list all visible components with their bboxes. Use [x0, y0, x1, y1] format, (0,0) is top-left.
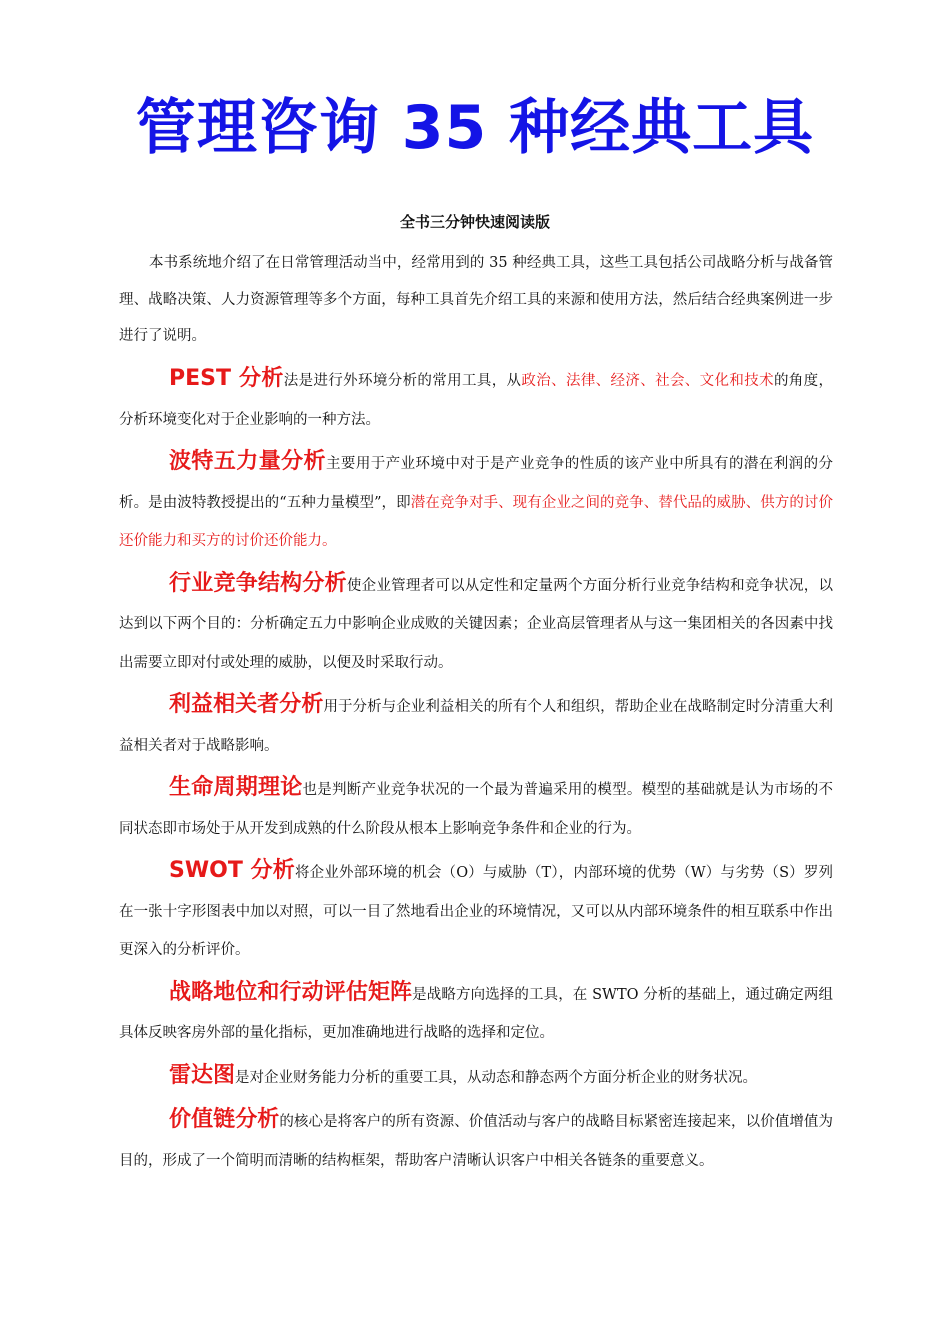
document-title: 管理咨询 35 种经典工具 [135, 93, 815, 163]
section-text: 也是判断产业竞争状况的一个最为普遍采用的模型。模型的基础就是认为市场的不同状态即市场处于从开发到成熟的什么阶段从根本上影响竞争条件和企业的行为。 [119, 782, 833, 837]
section-text: 将企业外部环境的机会（O）与威胁（T），内部环境的优势（W）与劣势（S）罗列在一张十字形图表中加以对照，可以一目了然地看出企业的环境情况，又可以从内部环境条件的相互联系中作出更深入的分析评价。 [119, 865, 833, 958]
section-life-cycle [119, 769, 833, 848]
section-term: 价值链分析 [169, 1107, 280, 1132]
document-subtitle: 全书三分钟快速阅读版 [399, 213, 550, 231]
section-value-chain [119, 1101, 833, 1180]
section-term: 雷达图 [169, 1062, 236, 1088]
tool-sections [119, 360, 833, 1184]
section-highlight: 政治、法律、经济、社会、文化和技术 [521, 373, 774, 389]
section-text: 使企业管理者可以从定性和定量两个方面分析行业竞争结构和竞争状况，以达到以下两个目的：分析确定五力中影响企业成败的关键因素；企业高层管理者从与这一集团相关的各因素中找出需要立即对付或处理的威胁，以便及时采取行动。 [119, 577, 833, 671]
section-radar-chart [119, 1057, 833, 1098]
section-stakeholder [119, 686, 833, 765]
section-space-matrix [119, 974, 833, 1053]
section-text: 是对企业财务能力分析的重要工具，从动态和静态两个方面分析企业的财务状况。 [235, 1069, 758, 1086]
section-text: 主要用于产业环境中对于是产业竞争的性质的该产业中所具有的潜在利润的分析。是由波特教授提出的“五种力量模型”，即 [119, 456, 833, 511]
section-text: 用于分析与企业利益相关的所有个人和组织，帮助企业在战略制定时分清重大利益相关者对于战略影响。 [119, 699, 833, 754]
intro-paragraph: 本书系统地介绍了在日常管理活动当中，经常用到的 35 种经典工具，这些工具包括公司战略分析与战备管理、战略决策、人力资源管理等多个方面，每种工具首先介绍工具的来源和使用方法，然后结合经典案例进一步进行了说明。 [119, 255, 833, 344]
section-industry-competition [119, 565, 833, 683]
section-term: 行业竞争结构分析 [169, 570, 347, 596]
section-highlight: 潜在竞争对手、现有企业之间的竞争、替代品的威胁、供方的讨价还价能力和买方的讨价还价能力。 [119, 494, 833, 549]
section-text: 法是进行外环境分析的常用工具，从 [283, 373, 522, 389]
section-term: 生命周期理论 [169, 775, 303, 800]
section-text: 的核心是将客户的所有资源、价值活动与客户的战略目标紧密连接起来，以价值增值为目的，形成了一个简明而清晰的结构框架，帮助客户清晰认识客户中相关各链条的重要意义。 [119, 1114, 833, 1169]
section-swot [119, 852, 833, 970]
section-term: PEST 分析 [169, 366, 284, 391]
section-pest [119, 360, 833, 439]
section-term: 波特五力量分析 [169, 449, 326, 474]
section-text-tail: 的角度，分析环境变化对于企业影响的一种方法。 [119, 373, 834, 428]
section-text: 是战略方向选择的工具，在 SWTO 分析的基础上，通过确定两组具体反映客房外部的量化指标，更加准确地进行战略的选择和定位。 [119, 986, 833, 1041]
section-porter-five-forces [119, 443, 833, 561]
section-term: 利益相关者分析 [169, 692, 324, 717]
section-term: 战略地位和行动评估矩阵 [169, 979, 413, 1005]
section-term: SWOT 分析 [169, 858, 295, 883]
